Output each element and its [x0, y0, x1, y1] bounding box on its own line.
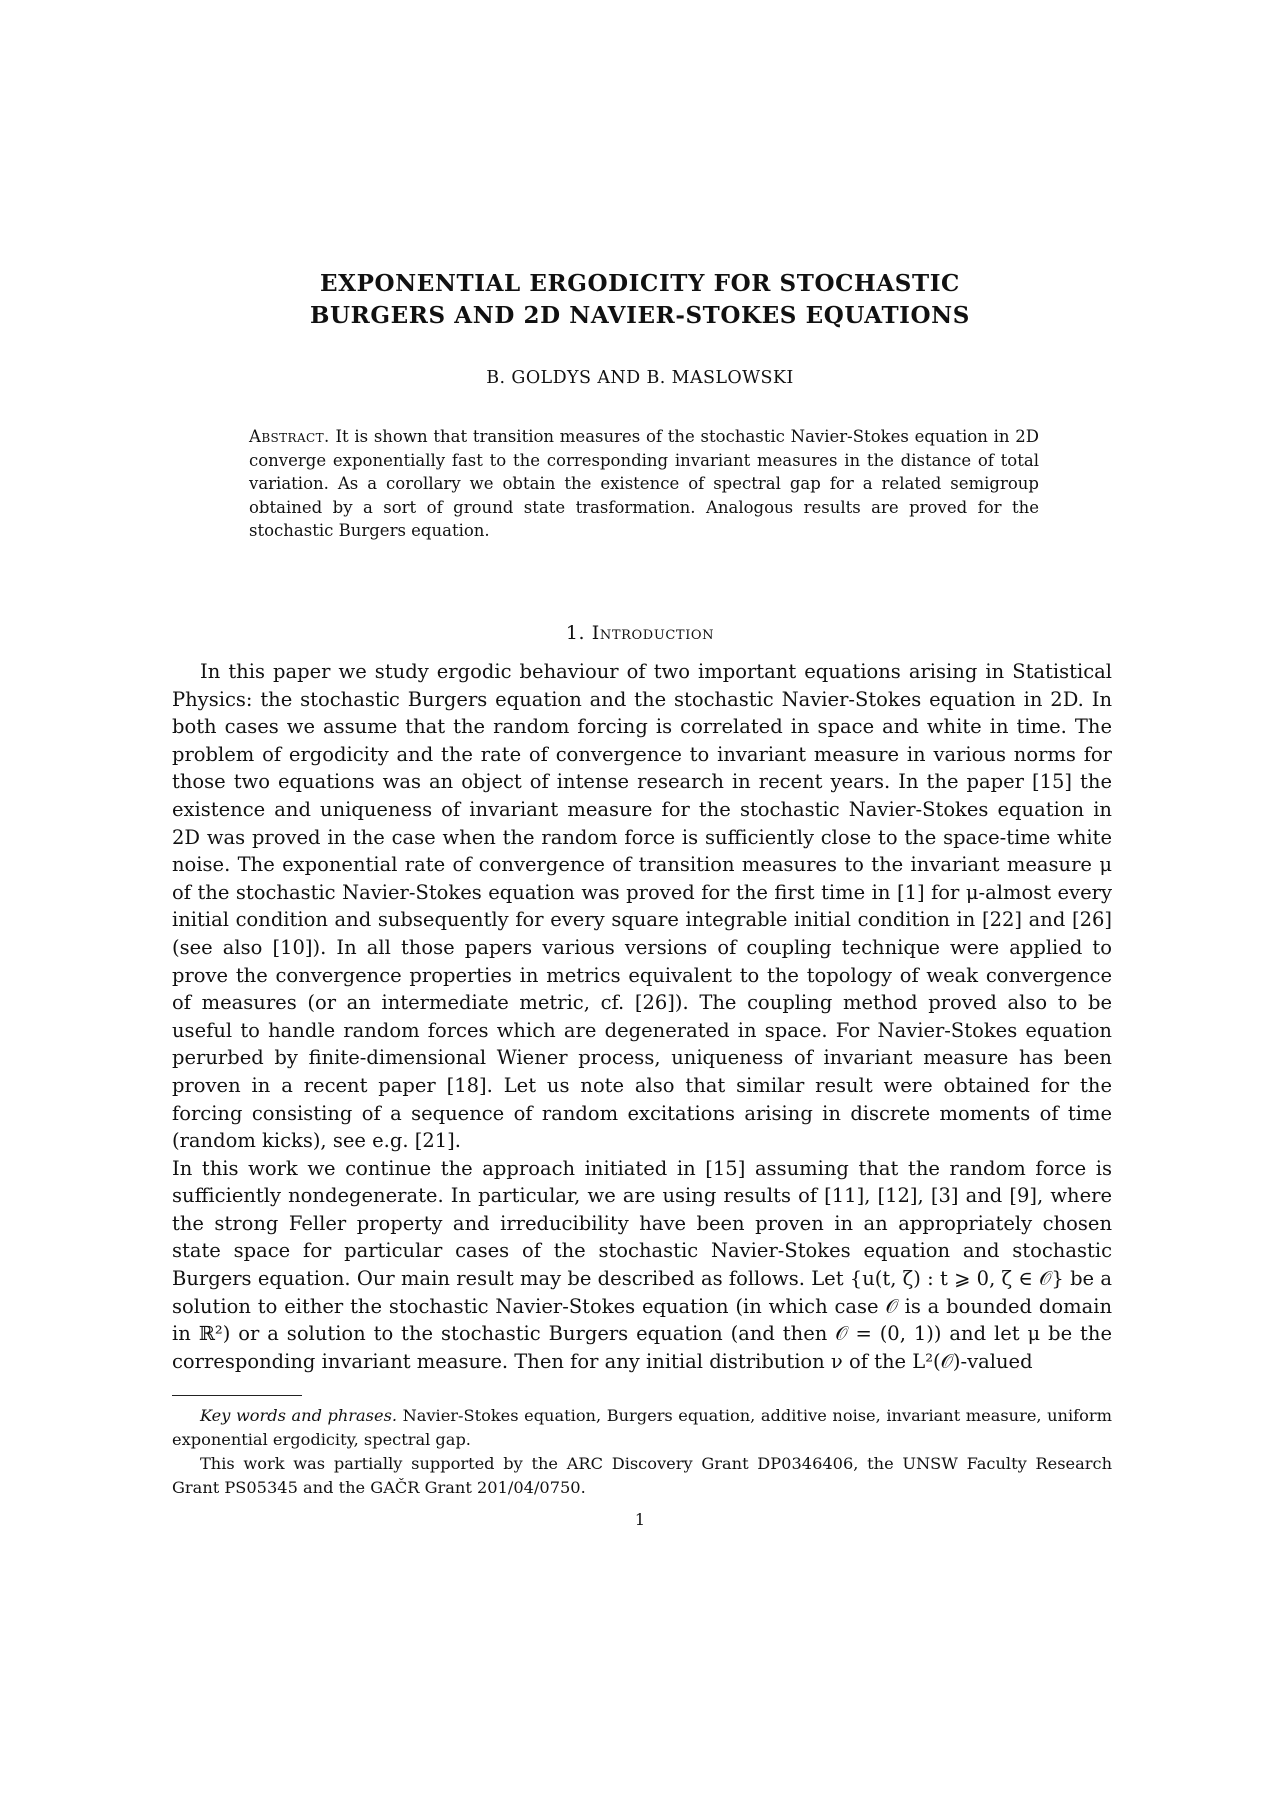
footnote-support: This work was partially supported by the ARC Discovery Grant DP0346406, the UNSW Faculty Research Grant PS05345 and the GAČR Grant 201/04/0750.	[172, 1454, 1112, 1497]
footnote-keywords	[172, 1404, 1112, 1452]
paragraph-1: In this paper we study ergodic behaviour of two important equations arising in Statistical Physics: the stochastic Burgers equation and the stochastic Navier-Stokes equation in 2D. In both cases we assume that the random forcing is correlated in space and white in time. The problem of ergodicity and the rate of convergence to invariant measure in various norms for those two equations was an object of intense research in recent years. In the paper [15] the existence and uniqueness of invariant measure for the stochastic Navier-Stokes equation in 2D was proved in the case when the random force is sufficiently close to the space-time white noise. The exponential rate of convergence of transition measures to the invariant measure μ of the stochastic Navier-Stokes equation was proved for the first time in [1] for μ-almost every initial condition and subsequently for every square integrable initial condition in [22] and [26] (see also [10]). In all those papers various versions of coupling technique were applied to prove the convergence properties in metrics equivalent to the topology of weak convergence of measures (or an intermediate metric, cf. [26]). The coupling method proved also to be useful to handle random forces which are degenerated in space. For Navier-Stokes equation perurbed by finite-dimensional Wiener process, uniqueness of invariant measure has been proven in a recent paper [18]. Let us note also that similar result were obtained for the forcing consisting of a sequence of random excitations arising in discrete moments of time (random kicks), see e.g. [21].	[172, 660, 1112, 1153]
keywords-text: Navier-Stokes equation, Burgers equation, additive noise, invariant measure, uniform exponential ergodicity, spectral gap.	[172, 1406, 1112, 1449]
footnote-divider	[172, 1395, 302, 1396]
section-heading	[0, 622, 1280, 644]
footnotes	[172, 1404, 1112, 1500]
authors: B. GOLDYS AND B. MASLOWSKI	[486, 368, 794, 388]
section-title: Introduction	[591, 622, 715, 644]
abstract	[249, 425, 1039, 543]
paragraph-2: In this work we continue the approach initiated in [15] assuming that the random force is sufficiently nondegenerate. In particular, we are using results of [11], [12], [3] and [9], where the strong Feller property and irreducibility have been proven in an appropriately chosen state space for particular cases of the stochastic Navier-Stokes equation and stochastic Burgers equation. Our main result may be described as follows. Let {u(t, ζ) : t ⩾ 0, ζ ∈ 𝒪} be a solution to either the stochastic Navier-Stokes equation (in which case 𝒪 is a bounded domain in ℝ²) or a solution to the stochastic Burgers equation (and then 𝒪 = (0, 1)) and let μ be the corresponding invariant measure. Then for any initial distribution ν of the L²(𝒪)-valued	[172, 1156, 1112, 1373]
keywords-label: Key words and phrases.	[200, 1406, 398, 1425]
abstract-label: Abstract.	[249, 427, 330, 446]
abstract-text: It is shown that transition measures of the stochastic Navier-Stokes equation in 2D converge exponentially fast to the corresponding invariant measures in the distance of total variation. As a corollary we obtain the existence of spectral gap for a related semigroup obtained by a sort of ground state trasformation. Analogous results are proved for the stochastic Burgers equation.	[249, 427, 1039, 540]
title-line-2: BURGERS AND 2D NAVIER-STOKES EQUATIONS	[309, 302, 971, 329]
title-line-1: EXPONENTIAL ERGODICITY FOR STOCHASTIC	[320, 270, 960, 297]
section-number: 1.	[565, 622, 586, 644]
page-number: 1	[634, 1510, 646, 1529]
paper-title	[0, 268, 1280, 332]
body-text	[172, 658, 1112, 1375]
